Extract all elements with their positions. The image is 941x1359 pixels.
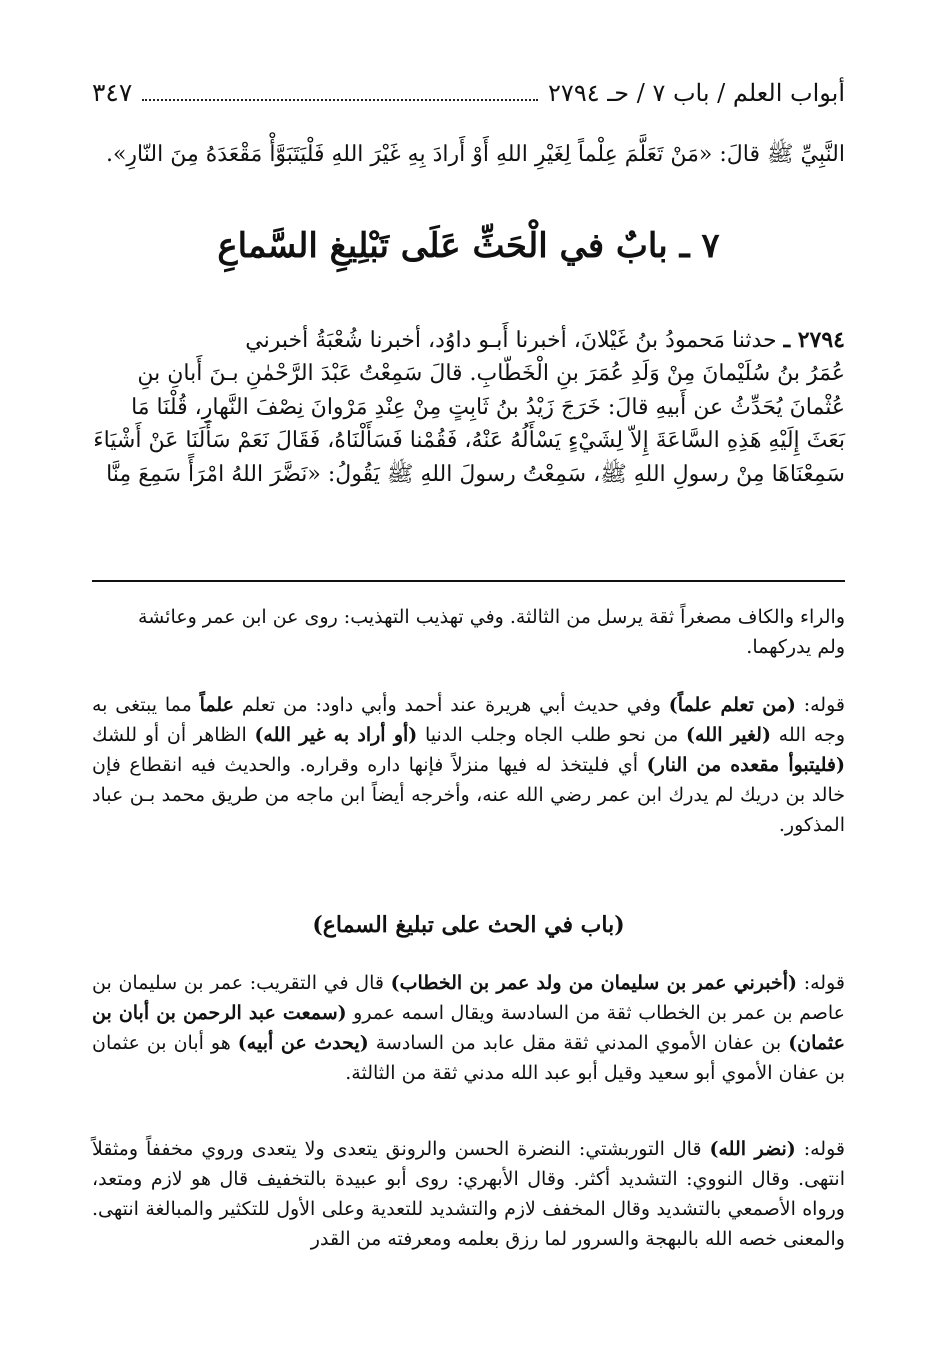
commentary-text: بن عفان الأموي المدني ثقة مقل عابد من السادسة bbox=[368, 1032, 789, 1055]
commentary-line: والراء والكاف مصغراً ثقة يرسل من الثالثة. وفي تهذيب التهذيب: روى عن ابن عمر وعائشة bbox=[138, 606, 845, 628]
commentary-text: من نحو طلب الجاه وجلب الدنيا bbox=[417, 724, 686, 747]
commentary-text: مما يبتغى به وجه الله bbox=[92, 694, 845, 747]
hadith-line: سَمِعْنَاهَا مِنْ رسولِ اللهِ ﷺ، سَمِعْتُ رسولَ اللهِ ﷺ يَقُولُ: «نَضَّرَ اللهُ امْرَأً سَمِعَ مِنَّا bbox=[106, 461, 845, 487]
leader-dots bbox=[142, 81, 538, 101]
hadith-line bbox=[92, 324, 845, 357]
commentary-text: الظاهر أن أو للشك bbox=[92, 724, 255, 747]
hadith-number: ٢٧٩٤ ـ bbox=[783, 327, 845, 353]
commentary-text: قوله: bbox=[797, 972, 845, 994]
page-number: ٣٤٧ bbox=[92, 78, 133, 107]
hadith-line: بَعَثَ إِلَيْهِ هَذِهِ السَّاعَةَ إِلاّ لِشَيْءٍ يَسْأَلُهُ عَنْهُ، فَقُمْنا فَسَأَلْنَاهُ، فَقَالَ نَعَمْ سَأَلَنَا عَنْ أَشْيَاءَ bbox=[93, 428, 845, 454]
commentary-text: هو أبان بن عثمان بن عفان الأموي أبو سعيد وقيل أبو عبد الله مدني ثقة من الثالثة. bbox=[92, 1032, 845, 1085]
hadith-line: النَّبِيِّ ﷺ قالَ: «مَنْ تَعَلَّمَ عِلْماً لِغَيْرِ اللهِ أَوْ أَرادَ بِهِ غَيْرَ اللهِ فَلْيَتَبَوَّأْ مَقْعَدَهُ مِنَ النّارِ». bbox=[105, 142, 845, 167]
hadith-line: عُمَرُ بنُ سُلَيْمانَ مِنْ وَلَدِ عُمَرَ بنِ الْخَطّابِ. قالَ سَمِعْتُ عَبْدَ الرَّحْمٰنِ بـنَ أَبانِ بنِ bbox=[137, 361, 845, 387]
commentary-paragraph bbox=[92, 968, 845, 1088]
continued-hadith-line bbox=[92, 138, 845, 171]
commentary-paragraph bbox=[92, 602, 845, 662]
quoted-phrase: (أو أراد به غير الله) bbox=[254, 724, 418, 747]
commentary-text: قوله: bbox=[795, 694, 845, 716]
commentary-line: ولم يدركهما. bbox=[746, 636, 845, 659]
hadith-line-text: حدثنا مَحمودُ بنُ غَيْلانَ، أخبرنا أَبـو داوُد، أخبرنا شُعْبَةُ أخبرني bbox=[245, 328, 777, 353]
quoted-phrase: علماً bbox=[199, 694, 235, 716]
quoted-phrase: (لغير الله) bbox=[686, 724, 771, 747]
commentary-text: قوله: bbox=[795, 1138, 845, 1160]
commentary-text: قال التوربشتي: النضرة الحسن والرونق يتعدى ولا يتعدى وروي مخففاً ومثقلاً انتهى. وقال النووي: التشديد أكثر. وقال الأبهري: روى أبو عبيدة بالتخفيف قال هو لازم ومتعد، ورواه الأصمعي بالتشديد وقال المخفف لازم والتشديد للتعدية وعلى الأول للتكثير والمبالغة انتهى. والمعنى خصه الله بالبهجة والسرور لما رزق بعلمه ومعرفته من القدر bbox=[92, 1138, 845, 1251]
hadith-line: عُثْمانَ يُحَدِّثُ عن أَبيهِ قالَ: خَرَجَ زَيْدُ بنُ ثَابِتٍ مِنْ عِنْدِ مَرْوانَ نِصْفَ النَّهارِ، قُلْنَا مَا bbox=[131, 394, 845, 420]
quoted-phrase: (من تعلم علماً) bbox=[668, 694, 796, 716]
commentary-paragraph bbox=[92, 690, 845, 840]
running-header bbox=[92, 78, 845, 114]
footnote-divider bbox=[92, 580, 845, 582]
commentary-paragraph bbox=[92, 1134, 845, 1254]
quoted-phrase: (سمعت عبد الرحمن بن أبان بن عثمان) bbox=[92, 1002, 845, 1055]
commentary-text: أي فليتخذ له فيها منزلاً فإنها داره وقراره. والحديث فيه انقطاع فإن خالد بن دريك لم يدرك ابن عمر رضي الله عنه، وأخرجه أيضاً ابن ماجه من طريق محمد بـن عباد المذكور. bbox=[92, 754, 845, 837]
quoted-phrase: (نضر الله) bbox=[709, 1138, 796, 1160]
quoted-phrase: (يحدث عن أبيه) bbox=[237, 1032, 369, 1055]
running-title: أبواب العلم / باب ٧ / حـ ٢٧٩٤ bbox=[548, 79, 845, 107]
chapter-heading: ٧ ـ بابٌ في الْحَثِّ عَلَى تَبْلِيغِ السَّماعِ bbox=[217, 226, 720, 266]
commentary-chapter-heading: (باب في الحث على تبليغ السماع) bbox=[312, 912, 625, 938]
quoted-phrase: (أخبرني عمر بن سليمان من ولد عمر بن الخطاب) bbox=[390, 972, 798, 994]
commentary-text: وفي حديث أبي هريرة عند أحمد وأبي داود: من تعلم bbox=[234, 694, 669, 716]
quoted-phrase: (فليتبوأ مقعده من النار) bbox=[646, 754, 845, 777]
commentary-text: قال في التقريب: عمر بن سليمان بن عاصم بن عمر بن الخطاب ثقة من السادسة ويقال اسمه عمرو bbox=[92, 972, 845, 1025]
hadith-body bbox=[92, 324, 845, 491]
